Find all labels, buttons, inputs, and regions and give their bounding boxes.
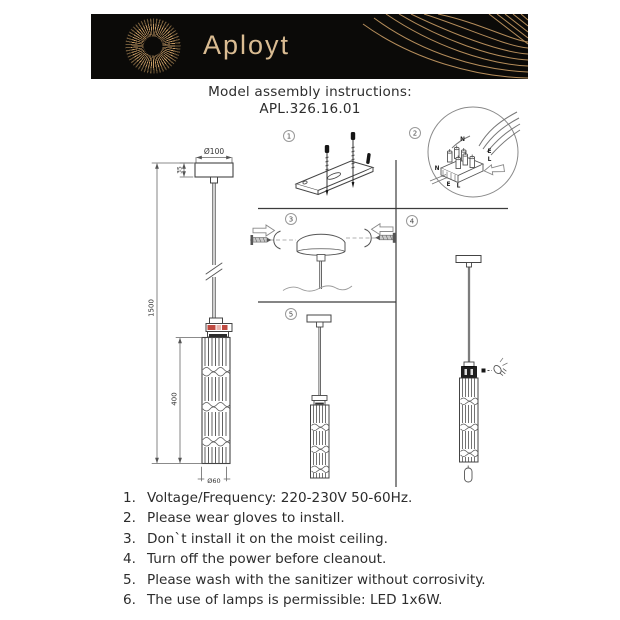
wire-label-l-right: L — [487, 157, 492, 163]
item-number: 6. — [123, 592, 136, 609]
wire-label-l-bottom: L — [456, 183, 461, 190]
step-1-bracket-drawing — [296, 132, 373, 196]
page-title: Model assembly instructions: — [208, 84, 412, 100]
wire-label-e-bottom: E — [446, 182, 451, 188]
full-lamp-drawing — [148, 147, 234, 485]
step-5-assembled-drawing — [307, 315, 331, 478]
list-item — [123, 570, 486, 590]
dim-total-length: 1500 — [147, 299, 156, 317]
list-item — [123, 529, 486, 549]
item-number: 1. — [123, 490, 136, 506]
model-number: APL.326.16.01 — [259, 101, 361, 117]
step-4-bulb-drawing — [456, 256, 508, 483]
list-item — [123, 488, 486, 508]
dim-shade-height: 400 — [170, 392, 179, 406]
wire-label-e-right: E — [487, 149, 492, 155]
step-5-number: 5 — [288, 310, 294, 319]
socket-pink-band — [217, 325, 222, 330]
list-item — [123, 508, 486, 528]
socket-red-band2 — [222, 325, 228, 330]
step-2-number: 2 — [412, 129, 418, 138]
step-3-number: 3 — [288, 215, 294, 224]
list-item — [123, 549, 486, 569]
item-text: The use of lamps is permissible: LED 1x6W. — [147, 592, 443, 609]
socket-red-band — [208, 325, 216, 330]
list-item — [123, 590, 486, 610]
step-2-wiring-drawing — [428, 107, 520, 197]
spare-bulb-icon — [465, 466, 473, 483]
dim-top-diameter: Ø100 — [203, 147, 225, 156]
step-4-number: 4 — [409, 217, 415, 226]
item-number: 2. — [123, 510, 136, 527]
instruction-list — [123, 488, 486, 610]
item-text: Don`t install it on the moist ceiling. — [147, 530, 388, 547]
item-number: 3. — [123, 530, 136, 547]
step-3-canopy-drawing — [250, 224, 395, 291]
led-bulb-icon — [492, 358, 507, 376]
step-1-number: 1 — [286, 132, 292, 141]
wire-label-n-top: N — [460, 137, 465, 143]
wire-label-n-left: N — [434, 166, 440, 172]
item-number: 4. — [123, 551, 136, 568]
item-text: Voltage/Frequency: 220-230V 50-60Hz. — [147, 490, 413, 506]
item-text: Please wash with the sanitizer without corrosivity. — [147, 571, 486, 588]
dim-bottom-diameter: Ø60 — [207, 477, 221, 485]
item-text: Please wear gloves to install. — [147, 510, 345, 527]
item-number: 5. — [123, 571, 136, 588]
dim-canopy-height: 35 — [176, 166, 184, 174]
item-text: Turn off the power before cleanout. — [147, 551, 387, 568]
brand-name: Aployt — [203, 30, 291, 60]
